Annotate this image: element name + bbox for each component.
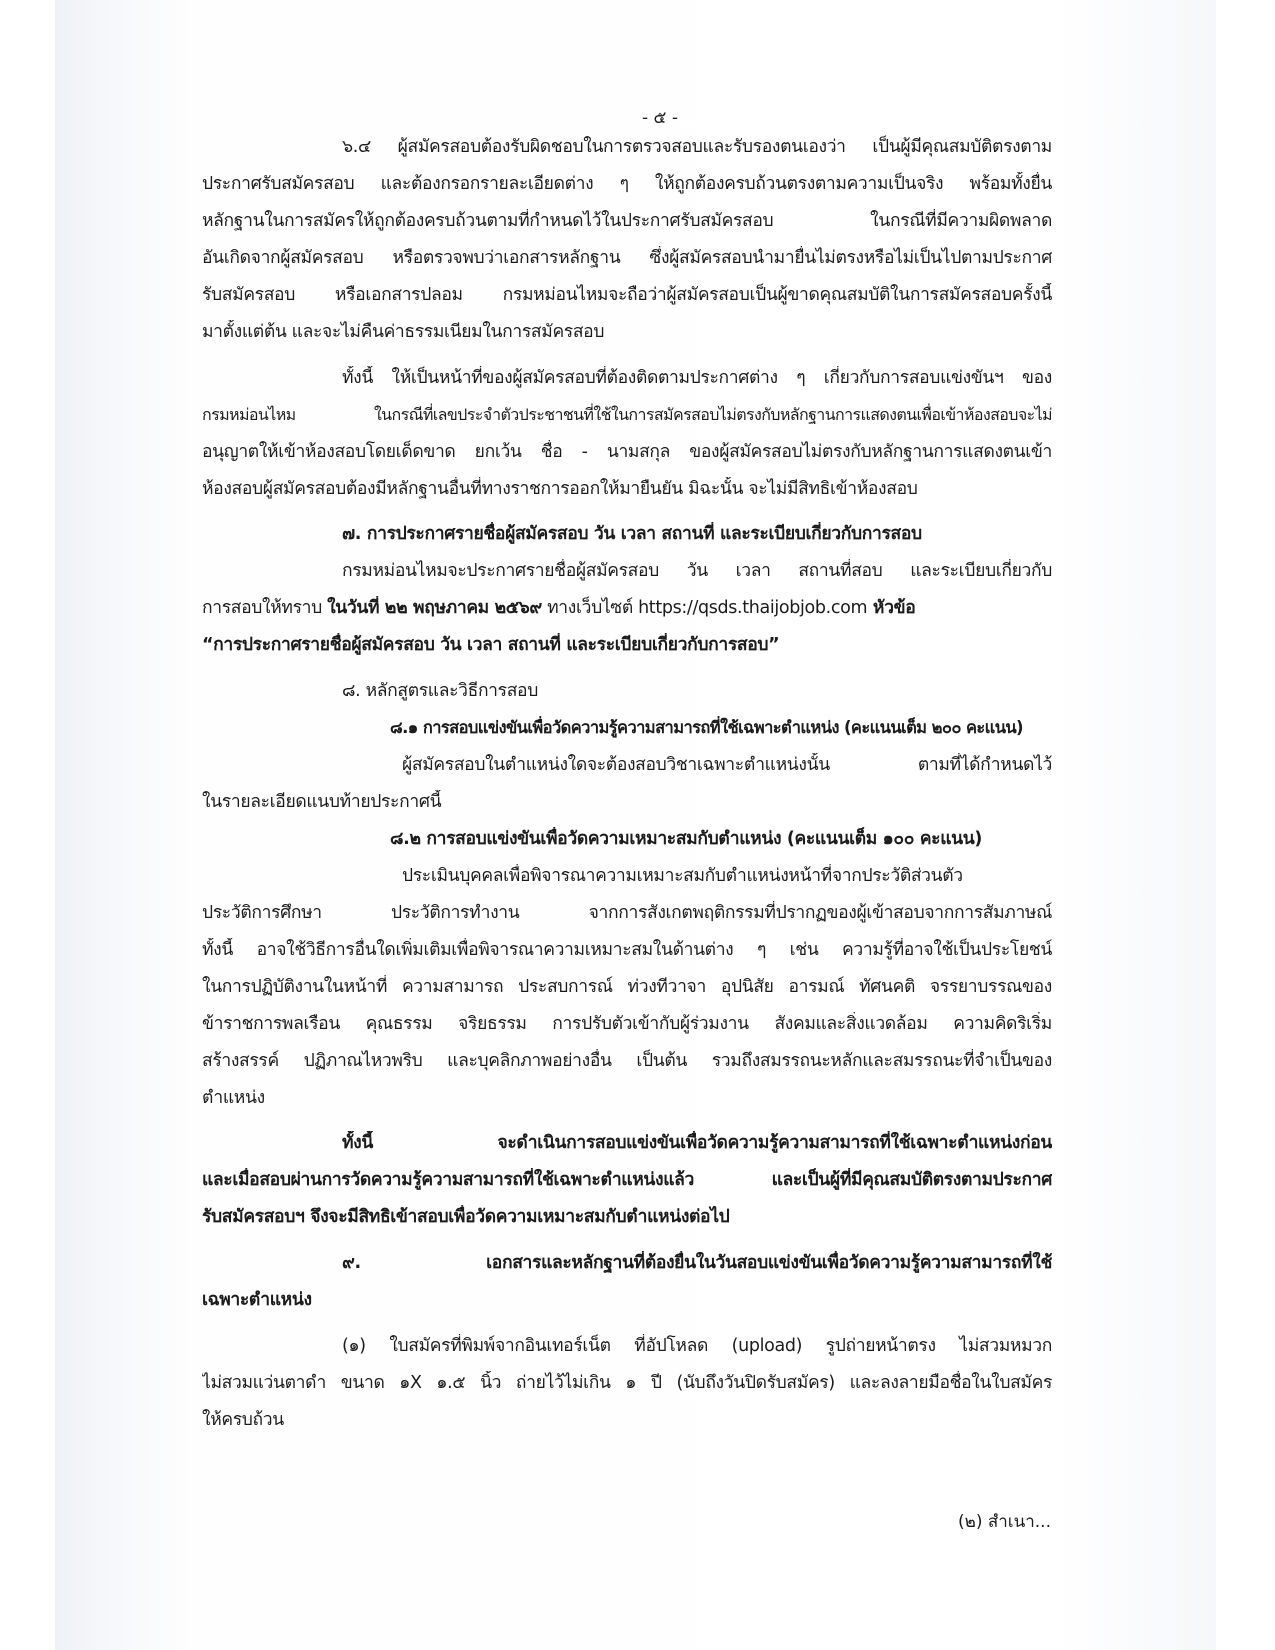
continuation-marker: (๒) สำเนา... xyxy=(958,1512,1051,1532)
subsection-heading-8-1: ๘.๑ การสอบแข่งขันเพื่อวัดความรู้ความสามารถที่ใช้เฉพาะตำแหน่ง (คะแนนเต็ม ๒๐๐ คะแนน) xyxy=(390,718,1023,737)
section-heading: ๘. หลักสูตรและวิธีการสอบ xyxy=(342,681,538,701)
note-line: ทั้งนี้ จะดำเนินการสอบแข่งขันเพื่อวัดความรู้ความสามารถที่ใช้เฉพาะตำแหน่งก่อน xyxy=(342,1133,1052,1153)
page-number: - ๕ - xyxy=(642,108,678,128)
paragraph-line: ทั้งนี้ ให้เป็นหน้าที่ของผู้สมัครสอบที่ต้องติดตามประกาศต่าง ๆ เกี่ยวกับการสอบแข่งขันฯ ของ xyxy=(342,368,1052,388)
paragraph-line: กรมหม่อนไหม ในกรณีที่เลขประจำตัวประชาชนที่ใช้ในการสมัครสอบไม่ตรงกับหลักฐานการแสดงตนเพื่อเข้าห้องสอบจะไม่ xyxy=(202,405,1052,424)
paragraph-line: ทั้งนี้ อาจใช้วิธีการอื่นใดเพิ่มเติมเพื่อพิจารณาความเหมาะสมในด้านต่าง ๆ เช่น ความรู้ที่อาจใช้เป็นประโยชน์ xyxy=(202,940,1052,960)
paragraph-line: ประเมินบุคคลเพื่อพิจารณาความเหมาะสมกับตำแหน่งหน้าที่จากประวัติส่วนตัว xyxy=(402,866,963,886)
note-line: รับสมัครสอบฯ จึงจะมีสิทธิเข้าสอบเพื่อวัดความเหมาะสมกับตำแหน่งต่อไป xyxy=(202,1207,730,1227)
paragraph-line: อนุญาตให้เข้าห้องสอบโดยเด็ดขาด ยกเว้น ชื่อ - นามสกุล ของผู้สมัครสอบไม่ตรงกับหลักฐานการแสดงตนเข้า xyxy=(202,442,1052,462)
paragraph-line: ผู้สมัครสอบในตำแหน่งใดจะต้องสอบวิชาเฉพาะตำแหน่งนั้น ตามที่ได้กำหนดไว้ xyxy=(402,755,1052,775)
paragraph-line: กรมหม่อนไหมจะประกาศรายชื่อผู้สมัครสอบ วัน เวลา สถานที่สอบ และระเบียบเกี่ยวกับ xyxy=(342,561,1052,581)
paragraph-line: ประกาศรับสมัครสอบ และต้องกรอกรายละเอียดต่าง ๆ ให้ถูกต้องครบถ้วนตรงตามความเป็นจริง พร้อมทั้งยื่น xyxy=(202,174,1052,194)
website-url: https://qsds.thaijobjob.com xyxy=(638,598,868,618)
paragraph-line: ให้ครบถ้วน xyxy=(202,1410,284,1430)
paragraph-line: ห้องสอบผู้สมัครสอบต้องมีหลักฐานอื่นที่ทางราชการออกให้มายืนยัน มิฉะนั้น จะไม่มีสิทธิเข้าห้องสอบ xyxy=(202,479,918,499)
paragraph-line: ประวัติการศึกษา ประวัติการทำงาน จากการสังเกตพฤติกรรมที่ปรากฏของผู้เข้าสอบจากการสัมภาษณ์ xyxy=(202,903,1052,923)
paragraph-line: ๖.๔ ผู้สมัครสอบต้องรับผิดชอบในการตรวจสอบและรับรองตนเองว่า เป็นผู้มีคุณสมบัติตรงตาม xyxy=(342,137,1052,157)
paragraph-line: ไม่สวมแว่นตาดำ ขนาด ๑X ๑.๕ นิ้ว ถ่ายไว้ไม่เกิน ๑ ปี (นับถึงวันปิดรับสมัคร) และลงลายมือชื่อในใบสมัคร xyxy=(202,1373,1052,1393)
paragraph-line: “การประกาศรายชื่อผู้สมัครสอบ วัน เวลา สถานที่ และระเบียบเกี่ยวกับการสอบ” xyxy=(202,635,780,655)
section-heading: เฉพาะตำแหน่ง xyxy=(202,1290,312,1310)
paragraph-line: รับสมัครสอบ หรือเอกสารปลอม กรมหม่อนไหมจะถือว่าผู้สมัครสอบเป็นผู้ขาดคุณสมบัติในการสมัครสอบครั้งนี้ xyxy=(202,285,1052,305)
paragraph-line: ในการปฏิบัติงานในหน้าที่ ความสามารถ ประสบการณ์ ท่วงทีวาจา อุปนิสัย อารมณ์ ทัศนคติ จรรยาบรรณของ xyxy=(202,977,1052,997)
paragraph-line: ในรายละเอียดแนบท้ายประกาศนี้ xyxy=(202,792,442,812)
text: ทางเว็บไซต์ xyxy=(541,598,639,618)
paragraph-line: ข้าราชการพลเรือน คุณธรรม จริยธรรม การปรับตัวเข้ากับผู้ร่วมงาน สังคมและสิ่งแวดล้อม ความคิดริเริ่ม xyxy=(202,1014,1052,1034)
text: หัวข้อ xyxy=(867,598,916,618)
paragraph-line xyxy=(202,596,1052,620)
paragraph-line: หลักฐานในการสมัครให้ถูกต้องครบถ้วนตามที่กำหนดไว้ในประกาศรับสมัครสอบ ในกรณีที่มีความผิดพลาด xyxy=(202,211,1052,231)
section-heading: ๗. การประกาศรายชื่อผู้สมัครสอบ วัน เวลา สถานที่ และระเบียบเกี่ยวกับการสอบ xyxy=(342,524,922,544)
paragraph-line: ตำแหน่ง xyxy=(202,1088,265,1108)
paragraph-line: อันเกิดจากผู้สมัครสอบ หรือตรวจพบว่าเอกสารหลักฐาน ซึ่งผู้สมัครสอบนำมายื่นไม่ตรงหรือไม่เป็นไปตามประกาศ xyxy=(202,248,1052,268)
announcement-date: ในวันที่ ๒๒ พฤษภาคม ๒๕๖๙ xyxy=(327,598,542,618)
paragraph-line: สร้างสรรค์ ปฏิภาณไหวพริบ และบุคลิกภาพอย่างอื่น เป็นต้น รวมถึงสมรรถนะหลักและสมรรถนะที่จำเป็นของ xyxy=(202,1051,1052,1071)
note-line: และเมื่อสอบผ่านการวัดความรู้ความสามารถที่ใช้เฉพาะตำแหน่งแล้ว และเป็นผู้ที่มีคุณสมบัติตรงตามประกาศ xyxy=(202,1170,1052,1190)
text: การสอบให้ทราบ xyxy=(202,598,328,618)
subsection-heading-8-2: ๘.๒ การสอบแข่งขันเพื่อวัดความเหมาะสมกับตำแหน่ง (คะแนนเต็ม ๑๐๐ คะแนน) xyxy=(390,829,983,849)
section-heading: ๙. เอกสารและหลักฐานที่ต้องยื่นในวันสอบแข่งขันเพื่อวัดความรู้ความสามารถที่ใช้ xyxy=(342,1253,1052,1273)
paragraph-line: (๑) ใบสมัครที่พิมพ์จากอินเทอร์เน็ต ที่อัปโหลด (upload) รูปถ่ายหน้าตรง ไม่สวมหมวก xyxy=(342,1336,1052,1356)
paragraph-line: มาตั้งแต่ต้น และจะไม่คืนค่าธรรมเนียมในการสมัครสอบ xyxy=(202,322,605,342)
